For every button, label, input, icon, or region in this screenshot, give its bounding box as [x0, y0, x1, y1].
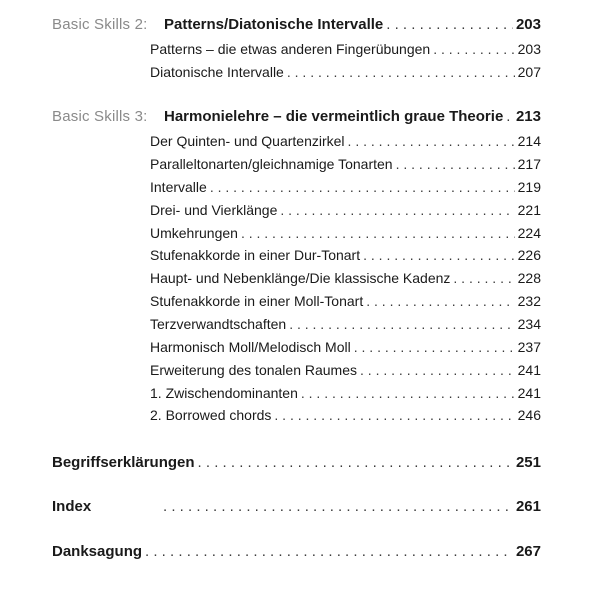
dot-leader	[366, 292, 514, 310]
toc-back-title: Danksagung	[52, 543, 143, 560]
toc-page-number: 234	[517, 316, 541, 332]
toc-page-number: 221	[517, 202, 541, 218]
toc-page-number: 213	[515, 108, 541, 125]
toc-chapter-title: Patterns/Diatonische Intervalle	[164, 16, 384, 33]
toc-page-number: 203	[515, 16, 541, 33]
toc-entry-title: Patterns – die etwas anderen Fingerübungen	[150, 41, 431, 57]
toc-back-title: Index	[52, 498, 92, 515]
toc-entry[interactable]	[150, 246, 541, 264]
toc-page-number: 267	[515, 543, 541, 560]
toc-entry[interactable]	[150, 155, 541, 173]
toc-entry-title: Intervalle	[150, 179, 207, 195]
toc-entry-title: Terzverwandtschaften	[150, 316, 287, 332]
toc-page-number: 241	[517, 362, 541, 378]
toc-entry-title: Erweiterung des tonalen Raumes	[150, 362, 358, 378]
dot-leader	[360, 361, 515, 379]
dot-leader	[354, 338, 515, 356]
toc-entry-title: Drei- und Vierklänge	[150, 202, 278, 218]
toc-entry[interactable]	[150, 406, 541, 424]
dot-leader	[289, 315, 514, 333]
chapter-label-basic-skills-3: Basic Skills 3:	[52, 108, 148, 125]
toc-entry-title: 1. Zwischendominanten	[150, 385, 298, 401]
toc-back-danksagung[interactable]	[52, 543, 541, 561]
toc-entry[interactable]	[150, 63, 541, 81]
dot-leader	[241, 224, 515, 242]
chapter-label-basic-skills-2: Basic Skills 2:	[52, 16, 148, 33]
dot-leader	[198, 454, 513, 472]
toc-page-number: 228	[517, 270, 541, 286]
toc-entry[interactable]	[150, 315, 541, 333]
toc-page-number: 261	[515, 498, 541, 515]
toc-entry[interactable]	[150, 292, 541, 310]
toc-chapter-title: Harmonielehre – die vermeintlich graue Theorie	[164, 108, 504, 125]
dot-leader	[396, 155, 515, 173]
toc-entry-title: Harmonisch Moll/Melodisch Moll	[150, 339, 351, 355]
dot-leader	[363, 246, 515, 264]
toc-back-title: Begriffserklärungen	[52, 454, 195, 471]
toc-entry[interactable]	[150, 132, 541, 150]
dot-leader	[287, 63, 515, 81]
toc-page-number: 219	[517, 179, 541, 195]
dot-leader	[348, 132, 515, 150]
dot-leader	[163, 498, 513, 516]
toc-entry-title: Stufenakkorde in einer Moll-Tonart	[150, 293, 364, 309]
toc-entry[interactable]	[150, 361, 541, 379]
toc-page-number: 232	[517, 293, 541, 309]
toc-page-number: 214	[517, 133, 541, 149]
dot-leader	[274, 406, 514, 424]
toc-page-number: 246	[517, 407, 541, 423]
toc-entry-title: Diatonische Intervalle	[150, 64, 284, 80]
dot-leader	[453, 269, 514, 287]
toc-entry[interactable]	[150, 40, 541, 58]
toc-page-number: 203	[517, 41, 541, 57]
toc-chapter-patterns[interactable]	[164, 16, 541, 34]
toc-entry[interactable]	[150, 384, 541, 402]
toc-entry-title: Haupt- und Nebenklänge/Die klassische Kadenz	[150, 270, 451, 286]
dot-leader	[506, 108, 513, 126]
dot-leader	[210, 178, 515, 196]
dot-leader	[386, 16, 513, 34]
toc-entry-title: Stufenakkorde in einer Dur-Tonart	[150, 247, 361, 263]
dot-leader	[301, 384, 515, 402]
toc-page-number: 217	[517, 156, 541, 172]
toc-entry-title: Paralleltonarten/gleichnamige Tonarten	[150, 156, 393, 172]
toc-page-number: 251	[515, 454, 541, 471]
toc-entry-title: Der Quinten- und Quartenzirkel	[150, 133, 345, 149]
toc-page-number: 237	[517, 339, 541, 355]
toc-chapter-harmonielehre[interactable]	[164, 108, 541, 126]
dot-leader	[145, 543, 513, 561]
toc-entry-title: Umkehrungen	[150, 225, 238, 241]
toc-page-number: 226	[517, 247, 541, 263]
toc-page-number: 241	[517, 385, 541, 401]
toc-entry[interactable]	[150, 201, 541, 219]
toc-entry-title: 2. Borrowed chords	[150, 407, 272, 423]
dot-leader	[280, 201, 514, 219]
toc-entry[interactable]	[150, 224, 541, 242]
dot-leader	[433, 40, 514, 58]
toc-back-begriffserklaerungen[interactable]	[52, 454, 541, 472]
toc-entry[interactable]	[150, 269, 541, 287]
toc-entry[interactable]	[150, 338, 541, 356]
toc-page-number: 224	[517, 225, 541, 241]
toc-entry[interactable]	[150, 178, 541, 196]
toc-page-number: 207	[517, 64, 541, 80]
toc-back-index[interactable]	[52, 498, 541, 516]
